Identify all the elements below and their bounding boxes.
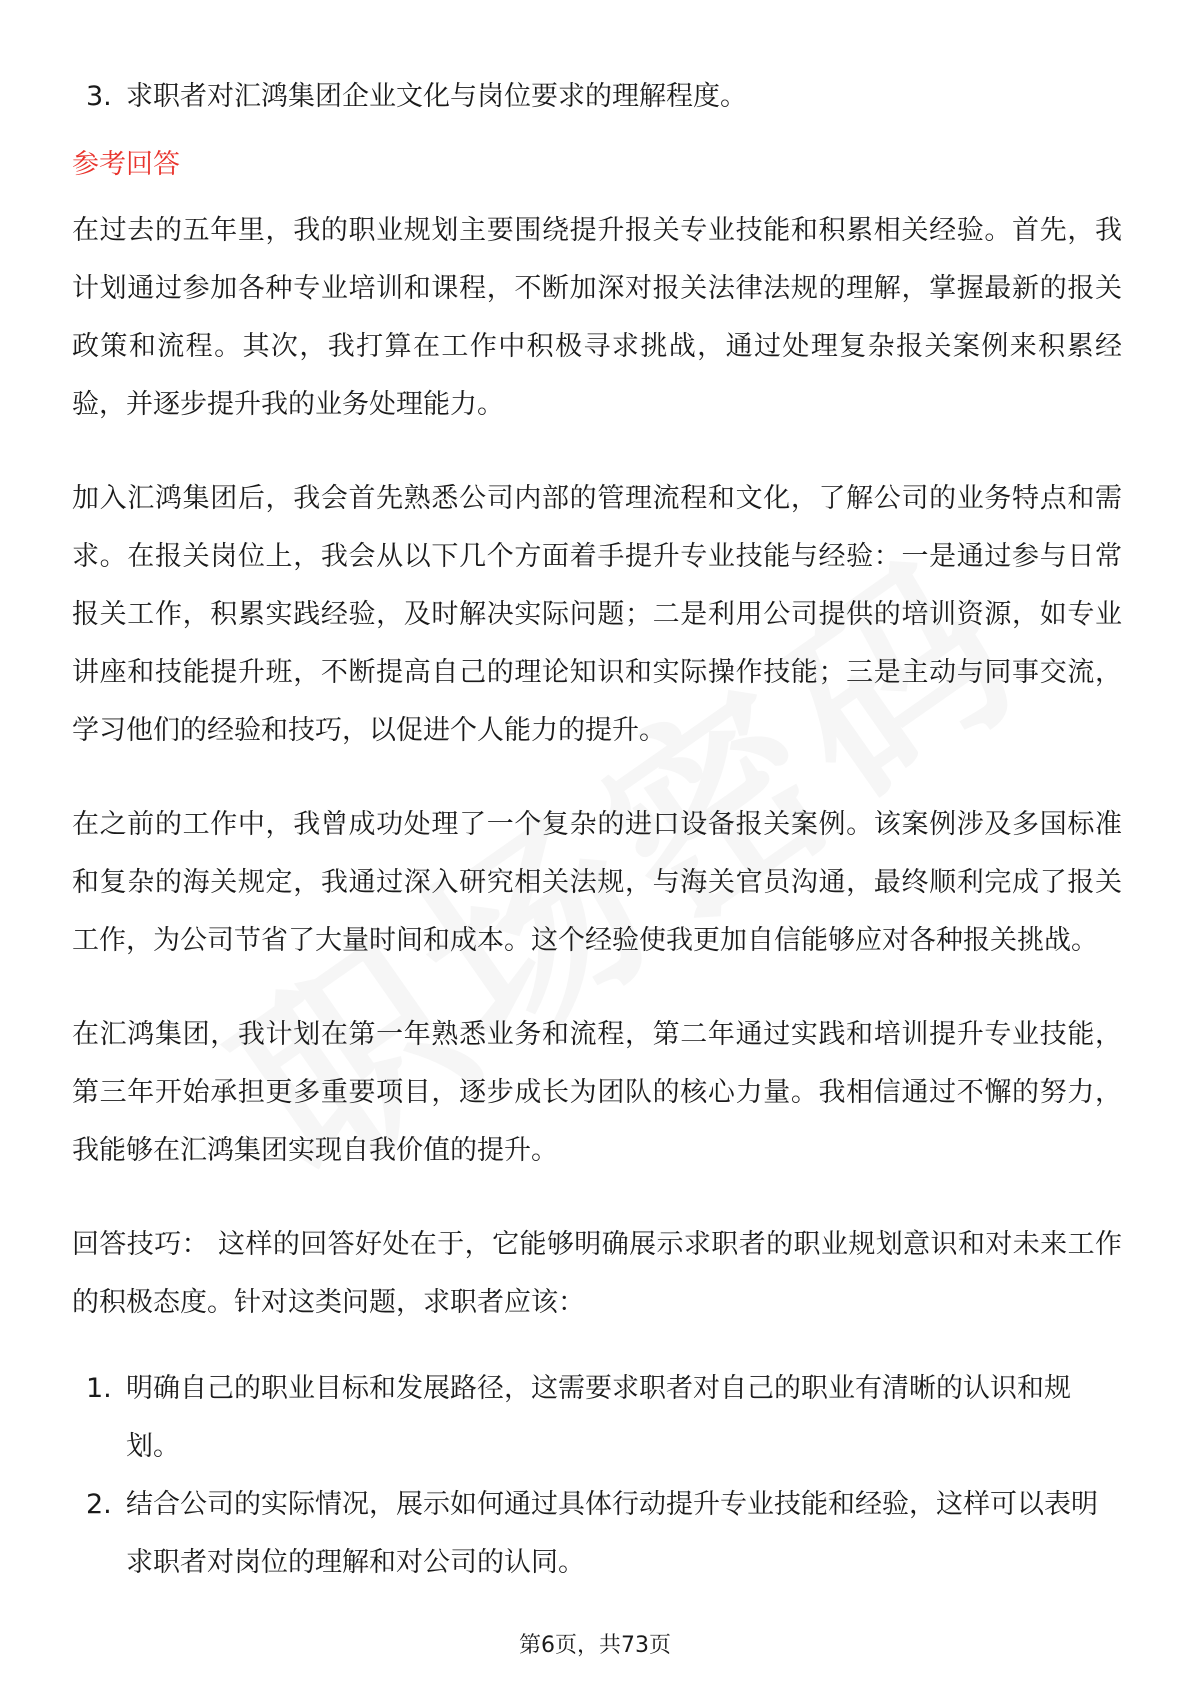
answer-paragraph-1: 在过去的五年里，我的职业规划主要围绕提升报关专业技能和积累相关经验。首先，我计划通过参加各种专业培训和课程，不断加深对报关法律法规的理解，掌握最新的报关政策和流程。其次，我打算在工作中积极寻求挑战，通过处理复杂报关案例来积累经验，并逐步提升我的业务处理能力。 [72, 215, 1122, 420]
question-list-item [72, 68, 1122, 126]
tips-list [72, 1360, 1122, 1592]
answer-paragraph-2: 加入汇鸿集团后，我会首先熟悉公司内部的管理流程和文化，了解公司的业务特点和需求。在报关岗位上，我会从以下几个方面着手提升专业技能与经验：一是通过参与日常报关工作，积累实践经验，及时解决实际问题；二是利用公司提供的培训资源，如专业讲座和技能提升班，不断提高自己的理论知识和实际操作技能；三是主动与同事交流，学习他们的经验和技巧，以促进个人能力的提升。 [72, 483, 1122, 746]
page-footer: 第6页，共73页 [519, 1633, 671, 1658]
answer-paragraph-3: 在之前的工作中，我曾成功处理了一个复杂的进口设备报关案例。该案例涉及多国标准和复杂的海关规定，我通过深入研究相关法规，与海关官员沟通，最终顺利完成了报关工作，为公司节省了大量时间和成本。这个经验使我更加自信能够应对各种报关挑战。 [72, 809, 1122, 956]
list-text: 明确自己的职业目标和发展路径，这需要求职者对自己的职业有清晰的认识和规划。 [126, 1373, 1071, 1462]
section-title: 参考回答 [72, 149, 180, 180]
list-text: 结合公司的实际情况，展示如何通过具体行动提升专业技能和经验，这样可以表明求职者对岗位的理解和对公司的认同。 [126, 1489, 1098, 1578]
list-number: 2. [86, 1489, 112, 1520]
list-text: 求职者对汇鸿集团企业文化与岗位要求的理解程度。 [126, 81, 747, 112]
list-number: 1. [86, 1373, 112, 1404]
tips-intro-paragraph: 回答技巧： 这样的回答好处在于，它能够明确展示求职者的职业规划意识和对未来工作的积极态度。针对这类问题，求职者应该： [72, 1229, 1122, 1318]
list-number: 3. [86, 81, 112, 112]
tips-list-item [72, 1476, 1122, 1592]
tips-list-item [72, 1360, 1122, 1476]
answer-paragraph-4: 在汇鸿集团，我计划在第一年熟悉业务和流程，第二年通过实践和培训提升专业技能，第三年开始承担更多重要项目，逐步成长为团队的核心力量。我相信通过不懈的努力，我能够在汇鸿集团实现自我价值的提升。 [72, 1019, 1122, 1166]
page-content [72, 68, 1122, 1592]
